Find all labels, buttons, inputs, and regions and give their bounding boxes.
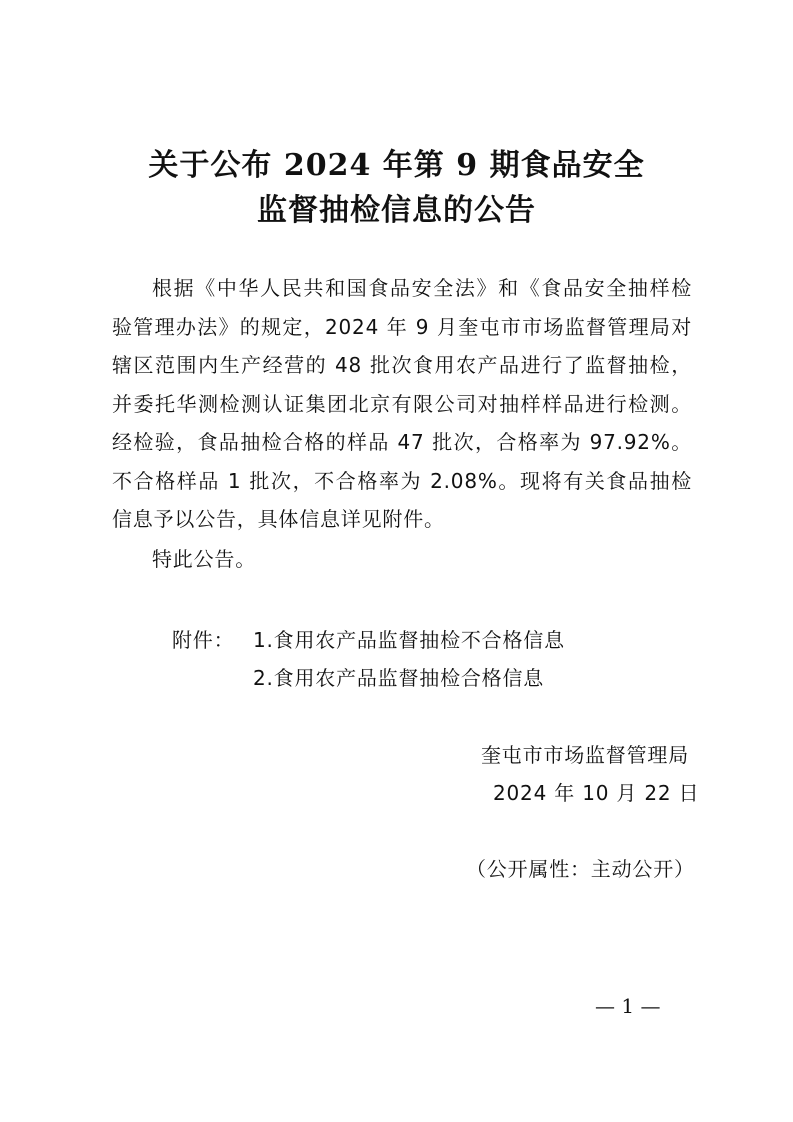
closing-paragraph: 特此公告。 xyxy=(152,547,256,571)
main-paragraph: 根据《中华人民共和国食品安全法》和《食品安全抽样检验管理办法》的规定，2024 年 9 月奎屯市市场监督管理局对辖区范围内生产经营的 48 批次食用农产品进行了监督抽检，并委托华测检测认证集团北京有限公司对抽样样品进行检测。经检验，食品抽检合格的样品 47 批次，合格率为 97.92%。不合格样品 1 批次，不合格率为 2.08%。现将有关食品抽检信息予以公告，具体信息详见附件。 xyxy=(112,276,692,531)
document-title-line-1: 关于公布 2024 年第 9 期食品安全 xyxy=(148,148,645,183)
attachment-item-2: 2.食用农产品监督抽检合格信息 xyxy=(253,666,545,690)
document-title-line-2: 监督抽检信息的公告 xyxy=(257,193,536,228)
issuer-name: 奎屯市市场监督管理局 xyxy=(481,743,689,767)
attachment-item-1: 1.食用农产品监督抽检不合格信息 xyxy=(253,628,565,652)
disclosure-attribute: （公开属性：主动公开） xyxy=(466,857,695,881)
page-number: — 1 — xyxy=(595,994,661,1018)
issue-date: 2024 年 10 月 22 日 xyxy=(493,781,700,805)
attachments-label: 附件： xyxy=(172,628,235,652)
